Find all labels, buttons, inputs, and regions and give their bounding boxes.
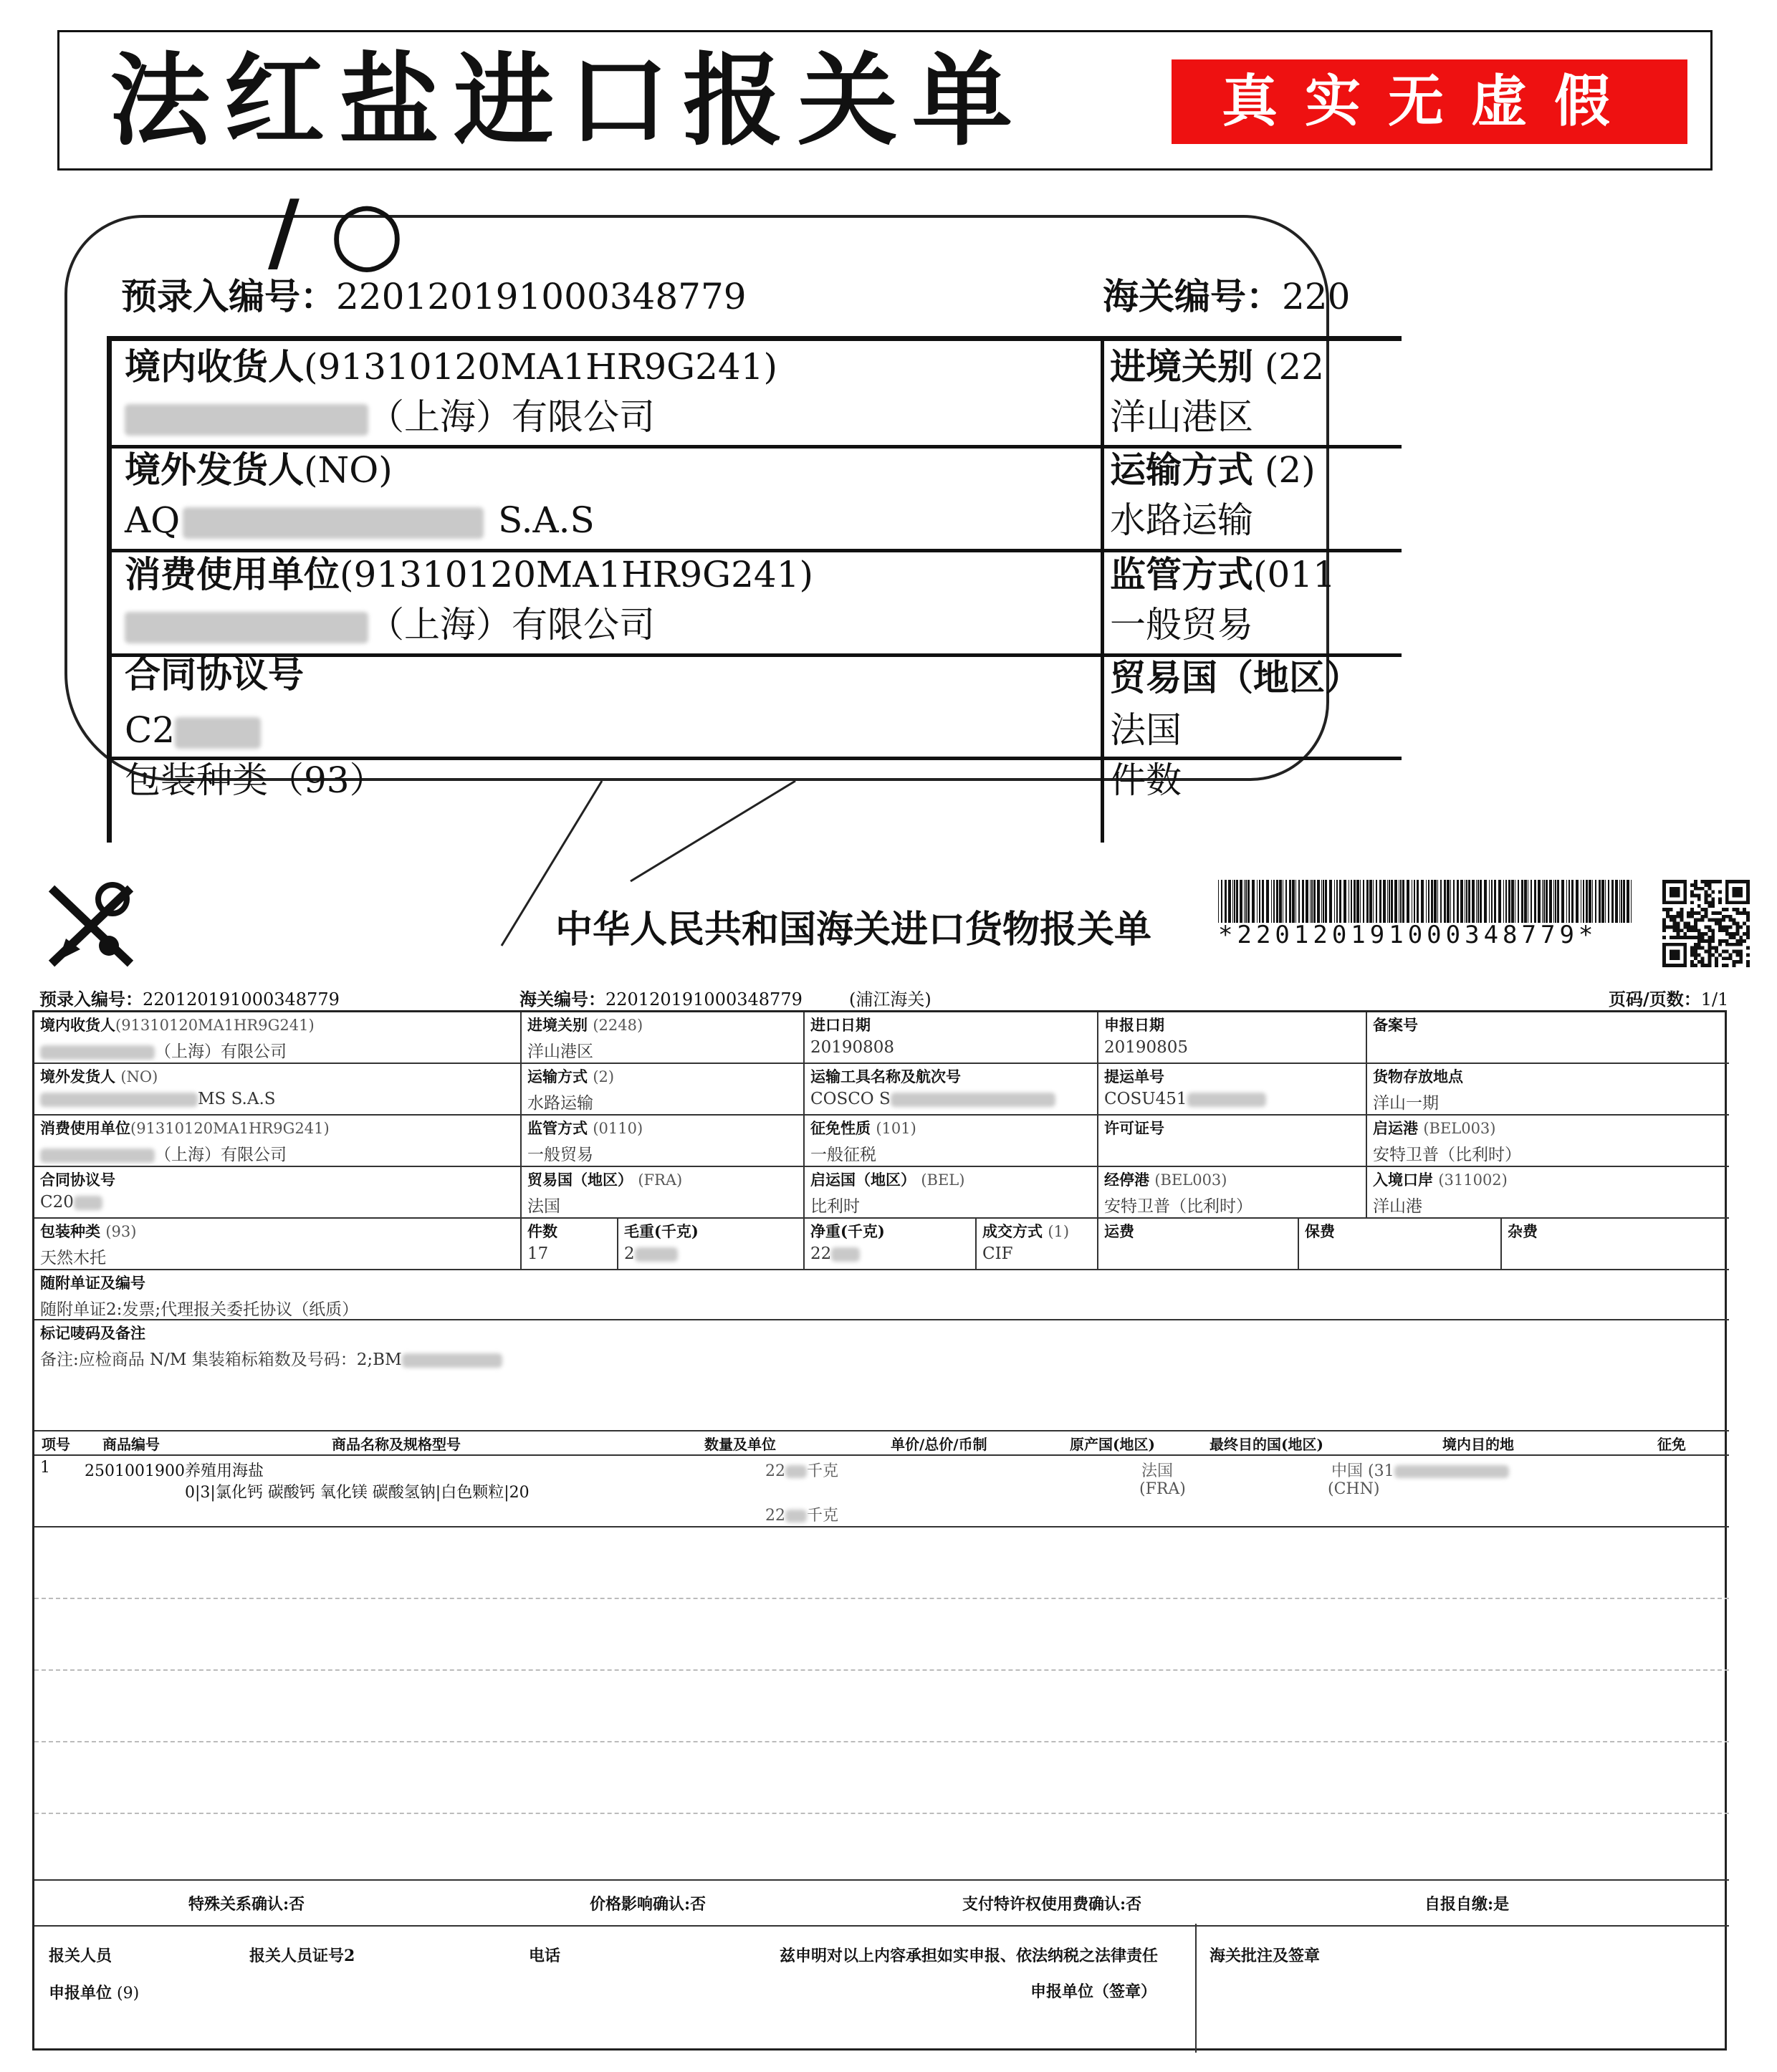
entry-port2-cell: 入境口岸 (311002) 洋山港	[1367, 1167, 1729, 1219]
barcode	[1218, 880, 1634, 923]
zoom-entry-port: 进境关别 (22	[1110, 345, 1325, 388]
zoom-trade-country: 贸易国（地区）	[1110, 656, 1361, 699]
legal-statement: 兹申明对以上内容承担如实申报、依法纳税之法律责任	[780, 1947, 1159, 1965]
declarant-cert-label: 报关人员证号2	[249, 1947, 355, 1965]
freight-cell: 运费	[1098, 1219, 1299, 1270]
zoom-consignee-name: （上海）有限公司	[125, 395, 655, 438]
shipper-cell: 境外发货人 (NO) MS S.A.S	[34, 1064, 522, 1116]
col-qty: 数量及单位	[704, 1436, 776, 1453]
goods-qty-1: 22 千克	[765, 1462, 839, 1480]
col-price: 单价/总价/币制	[891, 1436, 987, 1453]
col-item: 项号	[42, 1436, 70, 1453]
banner	[57, 30, 1713, 171]
phone-label: 电话	[529, 1947, 561, 1965]
consignee-cell: 境内收货人(91310120MA1HR9G241) （上海）有限公司	[34, 1012, 522, 1064]
zoom-consignee: 境内收货人(91310120MA1HR9G241)	[125, 345, 778, 388]
levy-cell: 征免性质 (101) 一般征税	[805, 1116, 1098, 1167]
declare-unit: 申报单位 (9)	[49, 1984, 140, 2003]
goods-hs-name: 2501001900养殖用海盐	[85, 1462, 264, 1480]
form-pre-entry: 预录入编号：220120191000348779	[39, 989, 340, 1009]
attached-docs-cell: 随附单证及编号 随附单证2:发票;代理报关委托协议（纸质）	[34, 1270, 1729, 1320]
declare-date-cell: 申报日期 20190805	[1098, 1012, 1367, 1064]
goods-header	[34, 1431, 1729, 1456]
royalty-confirm: 支付特许权使用费确认:否	[962, 1895, 1142, 1914]
banner-title: 法红盐进口报关单	[110, 43, 1028, 160]
declarant-label: 报关人员	[49, 1947, 112, 1965]
form-customs-no: 海关编号：220120191000348779	[519, 989, 803, 1009]
zoom-customs-no: 海关编号：220	[1103, 275, 1351, 317]
form-title: 中华人民共和国海关进口货物报关单	[555, 908, 1152, 951]
import-date-cell: 进口日期 20190808	[805, 1012, 1098, 1064]
zoom-shipper-name: AQ S.A.S	[125, 499, 595, 541]
zoom-contract-value: C2	[125, 709, 261, 752]
zoom-supervision-value: 一般贸易	[1110, 604, 1253, 646]
insurance-cell: 保费	[1299, 1219, 1502, 1270]
col-levy: 征免	[1657, 1436, 1686, 1453]
col-destination: 最终目的国(地区)	[1210, 1436, 1323, 1453]
bl-cell: 提运单号 COSU451	[1098, 1064, 1367, 1116]
marks-cell: 标记唛码及备注 备注:应检商品 N/M 集装箱标箱数及号码：2;BM	[34, 1320, 1729, 1431]
record-no-cell: 备案号	[1367, 1012, 1729, 1064]
pieces-cell: 件数 17	[522, 1219, 618, 1270]
zoom-supervision: 监管方式(011	[1110, 553, 1336, 595]
goods-origin: 法国	[1141, 1462, 1174, 1480]
storage-cell: 货物存放地点 洋山一期	[1367, 1064, 1729, 1116]
price-impact-confirm: 价格影响确认:否	[590, 1895, 707, 1914]
goods-spec: 0|3|氯化钙 碳酸钙 氧化镁 碳酸氢钠|白色颗粒|20	[185, 1484, 530, 1502]
zoom-user-name: （上海）有限公司	[125, 603, 655, 646]
goods-row	[34, 1454, 1729, 1527]
col-name-spec: 商品名称及规格型号	[332, 1436, 461, 1453]
zoom-trade-country-value: 法国	[1110, 709, 1182, 751]
qr-code	[1662, 880, 1750, 967]
contract-cell: 合同协议号 C20	[34, 1167, 522, 1219]
self-declare-confirm: 自报自缴:是	[1424, 1895, 1510, 1914]
supervision-cell: 监管方式 (0110) 一般贸易	[522, 1116, 805, 1167]
deal-method-cell: 成交方式 (1) CIF	[977, 1219, 1098, 1270]
dep-port-cell: 启运港 (BEL003) 安特卫普（比利时）	[1367, 1116, 1729, 1167]
customs-emblem-icon	[37, 874, 145, 974]
col-hs-code: 商品编号	[102, 1436, 160, 1453]
cut-glyph: / ○	[268, 181, 405, 282]
unit-seal-label: 申报单位（签章）	[1030, 1982, 1157, 2001]
form-page-number: 页码/页数：1/1	[1609, 989, 1729, 1009]
zoom-transport: 运输方式 (2)	[1110, 449, 1316, 491]
goods-dest-code: (CHN)	[1328, 1480, 1380, 1498]
goods-origin-code: (FRA)	[1139, 1480, 1186, 1498]
zoom-contract: 合同协议号	[125, 653, 304, 696]
zoom-shipper: 境外发货人(NO)	[125, 449, 393, 491]
zoom-transport-value: 水路运输	[1110, 499, 1253, 541]
magnified-callout	[64, 181, 1361, 801]
net-weight-cell: 净重(千克) 22	[805, 1219, 977, 1270]
zoom-pre-entry: 预录入编号：220120191000348779	[121, 275, 747, 317]
goods-qty-2: 22 千克	[765, 1507, 839, 1525]
misc-fee-cell: 杂费	[1502, 1219, 1729, 1270]
col-origin: 原产国(地区)	[1070, 1436, 1155, 1453]
form-customs-office: (浦江海关)	[849, 989, 931, 1009]
transit-port-cell: 经停港 (BEL003) 安特卫普（比利时）	[1098, 1167, 1367, 1219]
gross-weight-cell: 毛重(千克) 2	[618, 1219, 805, 1270]
trade-country-cell: 贸易国（地区） (FRA) 法国	[522, 1167, 805, 1219]
vessel-cell: 运输工具名称及航次号 COSCO S	[805, 1064, 1098, 1116]
special-relation-confirm: 特殊关系确认:否	[188, 1895, 305, 1914]
entry-port-cell: 进境关别 (2248) 洋山港区	[522, 1012, 805, 1064]
user-cell: 消费使用单位(91310120MA1HR9G241) （上海）有限公司	[34, 1116, 522, 1167]
zoom-package-cut: 包装种类（93）	[125, 759, 385, 801]
footer-divider	[1195, 1924, 1197, 2053]
package-cell: 包装种类 (93) 天然木托	[34, 1219, 522, 1270]
authentic-badge: 真实无虚假	[1172, 59, 1687, 144]
zoom-pieces-cut: 件数	[1110, 759, 1182, 801]
barcode-number: *220120191000348779*	[1218, 921, 1598, 949]
zoom-entry-port-value: 洋山港区	[1110, 396, 1253, 438]
customs-seal-label: 海关批注及签章	[1210, 1947, 1321, 1965]
goods-dest: 中国 (31	[1331, 1459, 1509, 1481]
transport-cell: 运输方式 (2) 水路运输	[522, 1064, 805, 1116]
origin-country-cell: 启运国（地区） (BEL) 比利时	[805, 1167, 1098, 1219]
license-cell: 许可证号	[1098, 1116, 1367, 1167]
zoom-user: 消费使用单位(91310120MA1HR9G241)	[125, 553, 814, 595]
col-domestic-dest: 境内目的地	[1442, 1436, 1514, 1453]
goods-item-no: 1	[40, 1459, 50, 1477]
declaration-form	[32, 1010, 1727, 2051]
confirm-row	[34, 1879, 1729, 1927]
